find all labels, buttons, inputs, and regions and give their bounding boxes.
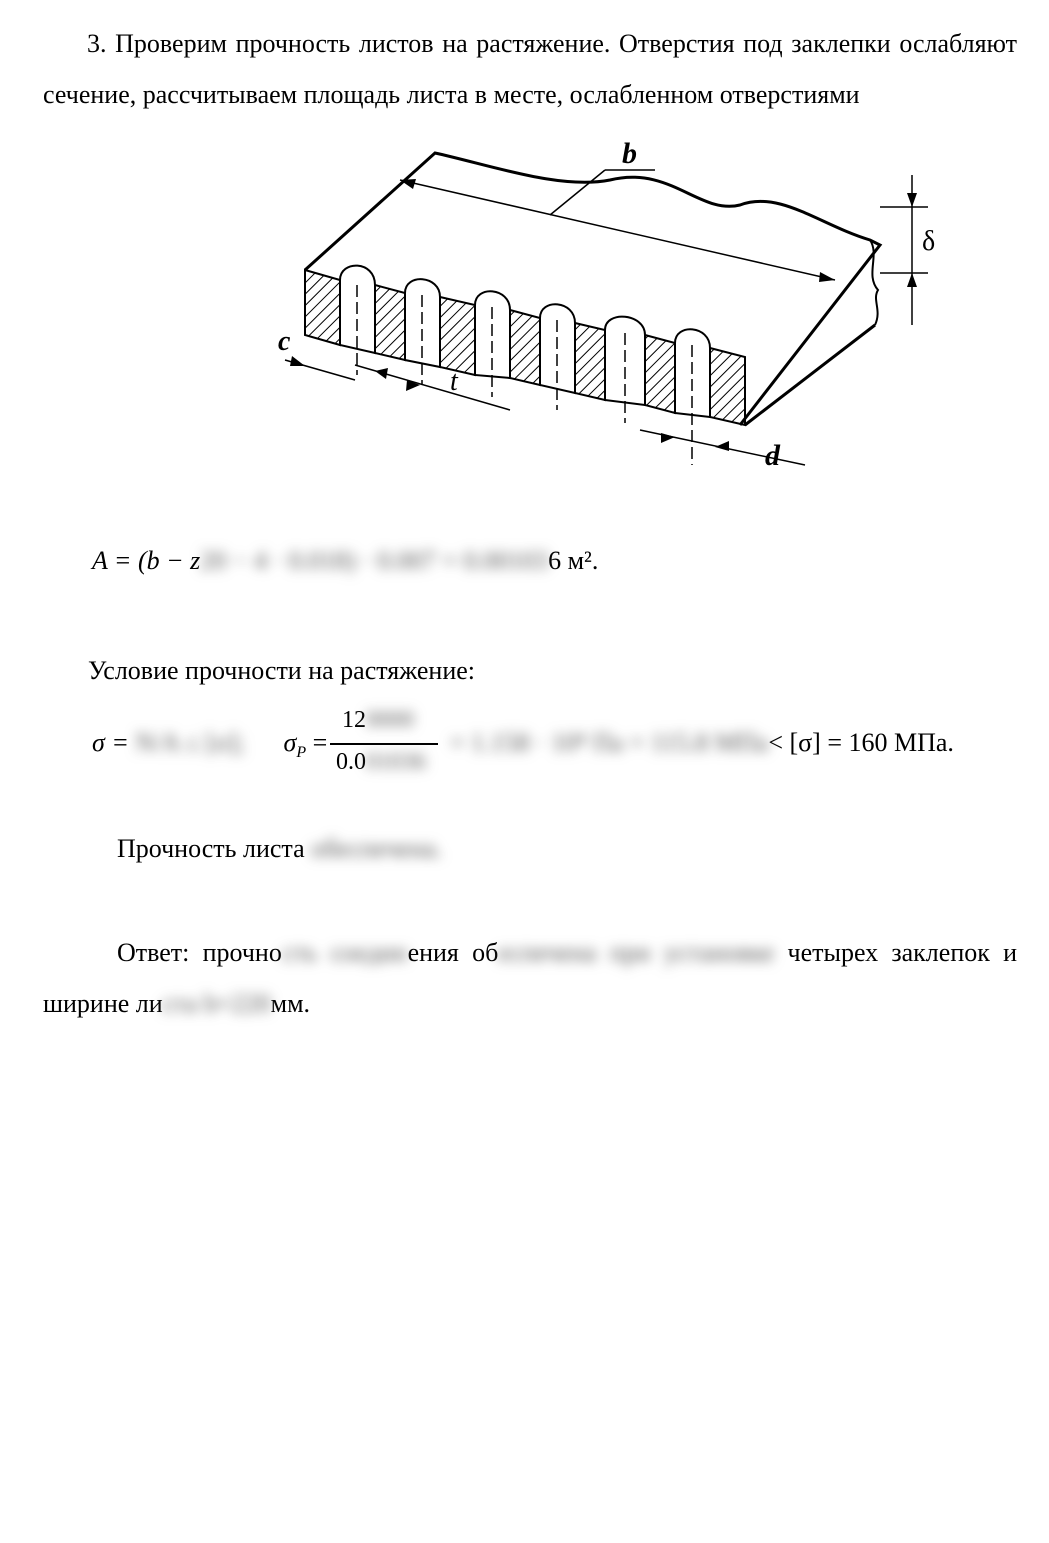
plate-front-section <box>305 266 745 465</box>
strength-heading: Условие прочности на растяжение: <box>88 656 475 685</box>
fraction-numerator: 120000 <box>342 707 414 733</box>
strength-formula <box>92 728 327 762</box>
formula-area-right: 6 м². <box>548 546 599 575</box>
conclusion-visible: Прочность листа <box>117 834 305 863</box>
conclusion-blurred: обеспечена. <box>311 834 443 863</box>
sigma-formula-blurred: N/A ≤ [σ]; <box>135 728 245 757</box>
conclusion <box>117 834 442 864</box>
stress-comparison: < [σ] = 160 МПа. <box>768 728 954 757</box>
label-t: t <box>450 366 458 397</box>
formula-area-left: A = (b − z <box>92 546 201 575</box>
sigma-symbol: σ = <box>92 728 129 757</box>
formula-area <box>92 546 598 576</box>
paragraph-text: 3. Проверим прочность листов на растяжение. Отверстия под заклепки ослабляют сечение, рассчитываем площадь листа в месте, ослабленном отверстиями <box>43 29 1017 109</box>
formula-area-blurred: 20 − 4 · 0.018) · 0.007 = 0.00103 <box>200 546 549 575</box>
stress-result-blurred: = 1.158 · 10⁸ Па = 115.8 МПа <box>450 728 769 757</box>
label-delta: δ <box>922 226 936 257</box>
paragraph-tensile-check <box>43 18 1017 120</box>
label-d: d <box>765 439 780 472</box>
label-c: c <box>278 326 291 357</box>
stress-result <box>450 728 954 758</box>
plate-figure <box>260 135 950 480</box>
label-b: b <box>622 137 637 170</box>
answer-paragraph: Ответ: прочность соединения обеспечена при установке четырех заклепок и ширине листа b=220мм. <box>43 938 1017 1018</box>
sigma-p-subscript: P <box>296 744 307 762</box>
sigma-p-symbol: σ <box>283 728 297 757</box>
sigma-p-equals: = <box>312 728 328 757</box>
fraction-denominator: 0.001036 <box>336 749 426 775</box>
